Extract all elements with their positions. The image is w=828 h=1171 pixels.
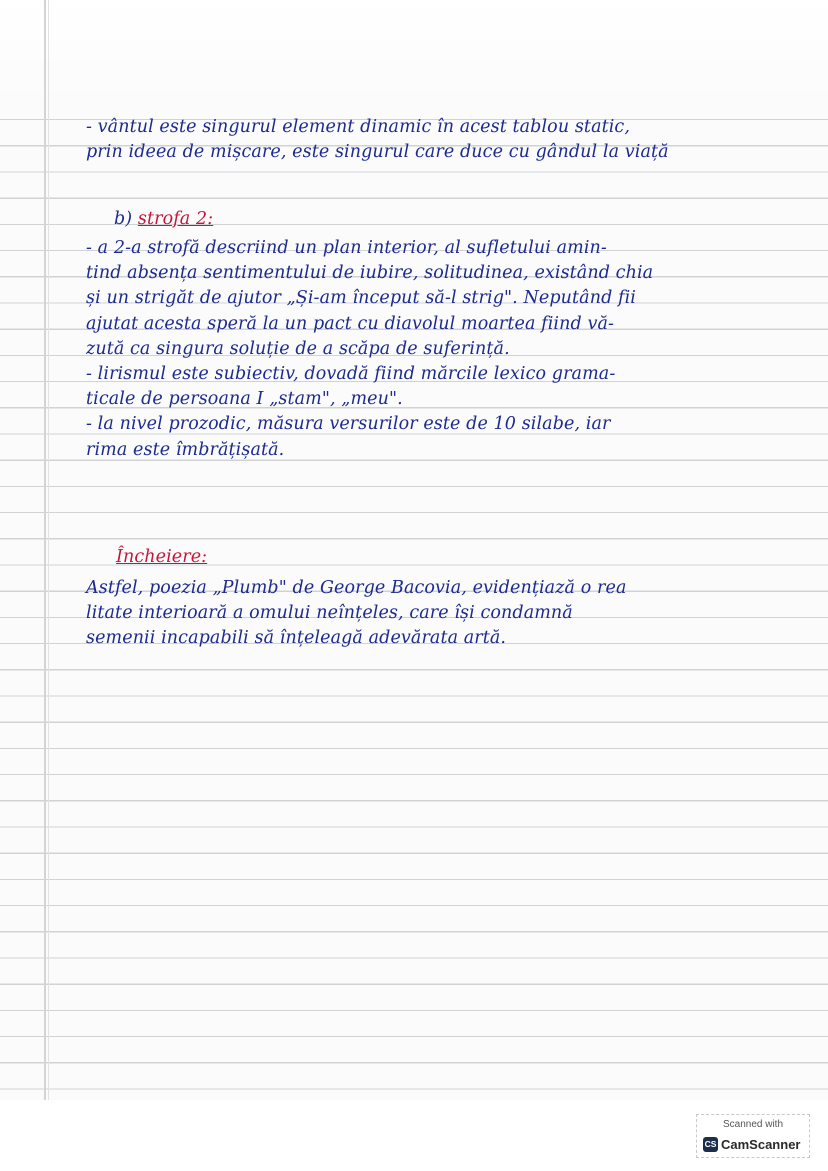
text-line: - la nivel prozodic, măsura versurilor este de 10 silabe, iar (86, 414, 611, 435)
text-line: - a 2-a strofă descriind un plan interior, al sufletului amin- (86, 238, 607, 258)
margin-line (44, 0, 46, 1100)
camscanner-logo-icon: CS (703, 1137, 718, 1152)
conclusion-paragraph (86, 576, 786, 652)
paper-top (0, 0, 828, 100)
text-line: și un strigăt de ajutor „Și-am început să-l strig". Neputând fii (86, 288, 637, 309)
scanned-with-label: Scanned with (722, 1119, 784, 1130)
text-line: - lirismul este subiectiv, dovadă fiind mărcile lexico grama- (86, 363, 616, 384)
text-line: ticale de persoana I „stam", „meu". (86, 389, 403, 410)
text-line: - vântul este singurul element dinamic în acest tablou static, (86, 117, 630, 137)
conclusion-title: Încheiere: (116, 547, 208, 567)
text-line: semenii incapabili să înțeleagă adevărata artă. (86, 628, 507, 649)
text-line: Astfel, poezia „Plumb" de George Bacovia, evidențiază o rea (86, 578, 627, 598)
margin-line-secondary (48, 0, 49, 1100)
section-b-prefix: b) (114, 209, 133, 229)
text-line: litate interioară a omului neînțeles, care își condamnă (86, 603, 573, 624)
camscanner-watermark (696, 1114, 810, 1158)
text-line: zută ca singura soluție de a scăpa de suferință. (86, 338, 510, 359)
text-line: tind absența sentimentului de iubire, solitudinea, existând chia (86, 263, 654, 284)
section-b-title: strofa 2: (137, 209, 214, 229)
text-line: ajutat acesta speră la un pact cu diavolul moartea fiind vă- (86, 313, 614, 334)
camscanner-brand (703, 1135, 809, 1153)
text-line: rima este îmbrățișată. (86, 439, 285, 460)
text-line: prin ideea de mișcare, este singurul care duce cu gândul la viață (86, 142, 669, 163)
section-b-heading (114, 207, 814, 232)
camscanner-name: CamScanner (721, 1136, 801, 1152)
conclusion-heading (116, 545, 816, 570)
section-b-paragraph (86, 236, 786, 463)
intro-paragraph (86, 115, 786, 165)
